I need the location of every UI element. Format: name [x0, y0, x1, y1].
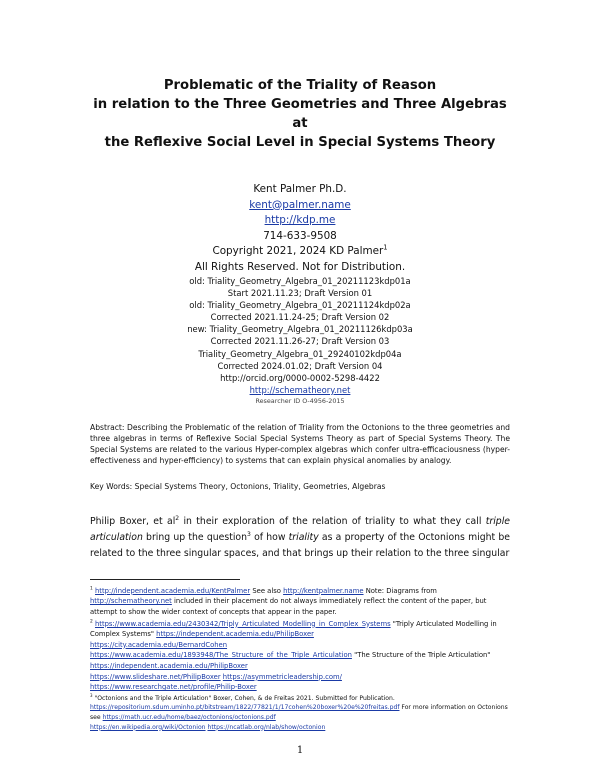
footnote-ref-2: 2: [175, 514, 180, 522]
footnote-link[interactable]: https://independent.academia.edu/PhilipBoxer: [90, 661, 248, 670]
footnote-link[interactable]: https://www.researchgate.net/profile/Philip-Boxer: [90, 683, 257, 692]
version-line: Triality_Geometry_Algebra_01_29240102kdp04a: [198, 348, 402, 359]
title-line-2: in relation to the Three Geometries and Three Algebras at: [93, 97, 507, 131]
footnote-3: $^3$ "Octonions and the Triple Articulation" Boxer, Cohen, & de Freitas 2021. Submitted for Publication. https://repositorium.sdum.uminho.pt/bitstream/1822/77821/1/17cohen%20boxer%20e%20freitas.pdf For more information on Octonions see https://math.ucr.edu/home/baez/octonions/octonions.pdf https://en.wikipedia.org/wiki/Octonion https://ncatlab.org/nlab/show/octonion: [90, 692, 508, 731]
footnote-link[interactable]: https://www.academia.edu/2430342/Triply_Articulated_Modelling_in_Complex_Systems: [94, 619, 391, 628]
version-line: Corrected 2024.01.02; Draft Version 04: [217, 360, 383, 371]
footnote-divider: [90, 579, 240, 580]
footnote-link[interactable]: http://independent.academia.edu/KentPalmer: [94, 586, 251, 595]
footnote-2: $^2$ https://www.academia.edu/2430342/Triply_Articulated_Modelling_in_Complex_Systems "Triply Articulated Modelling in Complex Systems" https://independent.academia.edu/PhilipBoxer https://city.academia.edu/BernardCohen https://www.academia.edu/1893948/The_Structure_of_the_Triple_Articulation "The Structure of the Triple Articulation" https://independent.academia.edu/PhilipBoxer https://www.slideshare.net/PhilipBoxer https://asymmetricleadership.com/ https://www.researchgate.net/profile/Philip-Boxer: [90, 619, 497, 692]
footnote-ref-3: 3: [247, 530, 251, 538]
footnote-link[interactable]: https://ncatlab.org/nlab/show/octonion: [207, 723, 326, 731]
author-website-link[interactable]: http://kdp.me: [264, 214, 336, 226]
version-line: old: Triality_Geometry_Algebra_01_20211123kdp01a: [189, 276, 411, 286]
footnote-link[interactable]: https://independent.academia.edu/PhilipBoxer: [156, 630, 314, 639]
version-line: Start 2021.11.23; Draft Version 01: [227, 288, 373, 299]
researcher-id: Researcher ID O-4956-2015: [255, 396, 345, 405]
paper-title: [90, 76, 510, 152]
version-line: Corrected 2021.11.24-25; Draft Version 02: [210, 312, 390, 323]
footnote-1: $^1$ http://independent.academia.edu/KentPalmer See also http://kentpalmer.name Note: Diagrams from http://schematheory.net included in their placement do not always immediately reflect the content of the paper, but attempt to show the wider context of concepts that appear in the paper.: [90, 586, 487, 616]
footnotes: [90, 586, 510, 732]
title-line-3: the Reflexive Social Level in Special Systems Theory: [104, 135, 496, 150]
rights-line: All Rights Reserved. Not for Distribution.: [194, 260, 406, 273]
version-line: new: Triality_Geometry_Algebra_01_20211126kdp03a: [187, 324, 413, 335]
footnote-link[interactable]: https://en.wikipedia.org/wiki/Octonion: [90, 723, 206, 731]
footnote-link[interactable]: https://www.slideshare.net/PhilipBoxer: [90, 672, 221, 681]
version-line: Corrected 2021.11.26-27; Draft Version 03: [210, 336, 390, 347]
footnote-ref-1: 1: [383, 243, 388, 252]
footnote-link[interactable]: http://kentpalmer.name: [283, 586, 364, 595]
body-paragraph: Philip Boxer, et $al^2$ in their exploration of the relation of triality to what they call triple articulation bring up the question$^3$ of how triality as a property of the Octonions might be related to the three singular spaces, and that brings up their relation to the three singular: [90, 514, 511, 560]
footnote-link[interactable]: https://city.academia.edu/BernardCohen: [90, 640, 228, 649]
author-phone: 714-633-9508: [263, 229, 337, 242]
keywords: Key Words: Special Systems Theory, Octonions, Triality, Geometries, Algebras: [90, 481, 386, 491]
orcid-line: http://orcid.org/0000-0002-5298-4422: [220, 372, 380, 383]
footnote-link[interactable]: https://www.academia.edu/1893948/The_Structure_of_the_Triple_Articulation: [90, 651, 352, 660]
author-email-link[interactable]: kent@palmer.name: [249, 198, 351, 211]
schematheory-link[interactable]: http://schematheory.net: [249, 384, 351, 395]
copyright-line: Copyright 2021, 2024 KD Palmer$^1$: [212, 243, 388, 257]
footnote-link[interactable]: http://schematheory.net: [90, 597, 172, 606]
version-line: old: Triality_Geometry_Algebra_01_20211124kdp02a: [189, 300, 411, 311]
footnote-link[interactable]: https://asymmetricleadership.com/: [222, 672, 342, 681]
author-name: Kent Palmer Ph.D.: [253, 183, 347, 195]
page-number: 1: [296, 745, 304, 756]
footnote-link[interactable]: https://math.ucr.edu/home/baez/octonions/octonions.pdf: [102, 713, 276, 721]
author-block: [90, 182, 510, 406]
abstract: Abstract: Describing the Problematic of the relation of Triality from the Octonions to the three geometries and three algebras in terms of Reflexive Social Special Systems Theory as part of Special Systems Theory. The Special Systems are related to the various Hyper-complex algebras which confer ultra-efficaciousness (hyper-effectiveness and hyper-efficiency) to systems that can explain physical anomalies by analogy.: [90, 422, 510, 465]
title-line-1: Problematic of the Triality of Reason: [163, 78, 437, 93]
footnote-link[interactable]: https://repositorium.sdum.uminho.pt/bitstream/1822/77821/1/17cohen%20boxer%20e%20freitas.pdf: [90, 704, 400, 712]
